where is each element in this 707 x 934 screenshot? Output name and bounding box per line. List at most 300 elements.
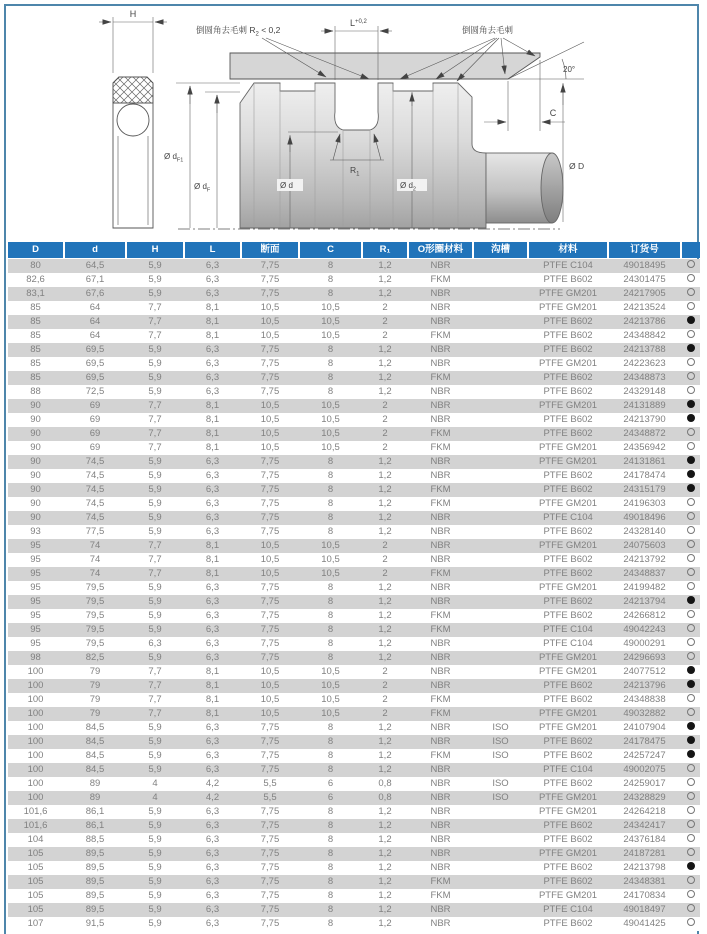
table-cell: 24348837 — [623, 568, 666, 579]
table-row — [8, 595, 700, 609]
table-cell: 105 — [27, 904, 44, 915]
table-cell: 5,9 — [148, 904, 162, 915]
table-cell: 7,7 — [148, 400, 162, 411]
table-cell: 49018495 — [623, 260, 666, 271]
table-cell: 104 — [27, 834, 44, 845]
table-cell: 95 — [30, 624, 41, 635]
table-cell: 69,5 — [85, 358, 105, 369]
table-cell: 105 — [27, 890, 44, 901]
table-cell: 8 — [327, 386, 334, 397]
table-cell — [474, 483, 527, 497]
table-body — [8, 259, 700, 931]
table-cell: 85 — [30, 344, 41, 355]
table-cell: 10,5 — [321, 680, 340, 691]
availability-cell — [682, 777, 700, 791]
table-cell: 24315179 — [623, 484, 666, 495]
table-cell: 8 — [327, 834, 334, 845]
availability-cell — [682, 469, 700, 483]
svg-text:倒圆角去毛刺: 倒圆角去毛刺 — [462, 25, 514, 35]
dimension-D — [563, 83, 584, 222]
table-cell: 6,3 — [205, 736, 220, 747]
table-row — [8, 511, 700, 525]
table-cell: 10,5 — [321, 302, 340, 313]
table-cell: 49041425 — [623, 918, 666, 929]
svg-text:L+0,2: $L^{+0,2}$ — [350, 18, 367, 28]
table-cell: 10,5 — [260, 400, 280, 411]
open-dot-icon — [687, 274, 695, 282]
table-cell: 84,5 — [85, 736, 105, 747]
table-cell: 79 — [89, 666, 101, 677]
table-cell — [474, 833, 527, 847]
table-cell: 24107904 — [623, 722, 666, 733]
availability-cell — [682, 763, 700, 777]
table-cell — [474, 441, 527, 455]
table-cell: 5,9 — [148, 358, 162, 369]
table-cell: PTFE B602 — [543, 778, 593, 789]
table-cell: 85 — [30, 358, 41, 369]
table-cell: 100 — [27, 694, 44, 705]
table-cell — [474, 287, 527, 301]
table-cell — [474, 525, 527, 539]
table-cell: 1,2 — [378, 736, 392, 747]
table-cell: 7,7 — [148, 554, 162, 565]
table-cell: PTFE GM201 — [538, 792, 598, 803]
column-header: d — [65, 242, 125, 258]
table-cell: 5,9 — [148, 750, 162, 761]
table-cell: 1,2 — [378, 876, 392, 887]
table-cell: PTFE B602 — [543, 470, 593, 481]
table-cell: 6,3 — [205, 624, 220, 635]
open-dot-icon — [687, 302, 695, 310]
table-cell: 100 — [27, 722, 44, 733]
table-cell: 89,5 — [85, 848, 105, 859]
table-cell — [474, 595, 527, 609]
table-cell: 105 — [27, 876, 44, 887]
availability-cell — [682, 273, 700, 287]
table-cell: 24296693 — [623, 652, 666, 663]
table-cell: 2 — [382, 428, 388, 439]
table-cell: 7,7 — [148, 568, 162, 579]
filled-dot-icon — [687, 414, 695, 422]
table-cell: 24213798 — [623, 862, 666, 873]
table-row — [8, 861, 700, 875]
table-row — [8, 413, 700, 427]
table-cell: 93 — [30, 526, 41, 537]
table-cell: NBR — [430, 904, 451, 915]
table-cell: 7,7 — [148, 540, 162, 551]
table-cell: NBR — [430, 820, 451, 831]
table-cell: 7,75 — [260, 624, 280, 635]
table-cell: NBR — [430, 666, 451, 677]
table-cell: 1,2 — [378, 358, 392, 369]
table-cell: FKM — [430, 498, 451, 509]
table-cell: 24199482 — [623, 582, 666, 593]
table-cell: 24264218 — [623, 806, 666, 817]
table-cell: 5,9 — [148, 372, 162, 383]
table-cell — [474, 399, 527, 413]
table-cell: 5,9 — [148, 610, 162, 621]
filled-dot-icon — [687, 736, 695, 744]
table-cell: 6,3 — [205, 876, 220, 887]
table-cell: 7,75 — [260, 274, 280, 285]
table-row — [8, 805, 700, 819]
table-cell — [474, 707, 527, 721]
table-row — [8, 329, 700, 343]
open-dot-icon — [687, 652, 695, 660]
seal-installation-diagram — [0, 0, 707, 240]
table-cell: 1,2 — [378, 596, 392, 607]
table-cell: 5,9 — [148, 386, 162, 397]
availability-cell — [682, 735, 700, 749]
table-cell: NBR — [430, 722, 451, 733]
table-cell: 5,9 — [148, 862, 162, 873]
table-cell: 7,75 — [260, 848, 280, 859]
table-row — [8, 455, 700, 469]
table-cell: 6,3 — [205, 890, 220, 901]
table-row — [8, 427, 700, 441]
table-cell: 8,1 — [205, 680, 220, 691]
open-dot-icon — [687, 330, 695, 338]
table-cell: 89 — [89, 792, 101, 803]
filled-dot-icon — [687, 862, 695, 870]
table-row — [8, 273, 700, 287]
table-cell: 10,5 — [321, 568, 340, 579]
table-cell — [474, 763, 527, 777]
table-cell: 49018497 — [623, 904, 666, 915]
table-row — [8, 693, 700, 707]
table-cell: 74 — [89, 568, 101, 579]
svg-text:倒圆角去毛刺 R2 < 0,2: 倒圆角去毛刺 $R_2 < 0,2$ — [196, 25, 281, 38]
table-cell: 2 — [382, 414, 388, 425]
table-cell: PTFE C104 — [543, 512, 593, 523]
table-cell: PTFE GM201 — [538, 302, 598, 313]
table-cell: 8,1 — [205, 428, 220, 439]
table-cell: 74,5 — [85, 512, 105, 523]
table-cell — [474, 455, 527, 469]
table-cell: NBR — [430, 778, 451, 789]
table-cell: 100 — [27, 764, 44, 775]
table-cell: 86,1 — [85, 820, 105, 831]
table-cell: FKM — [430, 484, 451, 495]
table-row — [8, 371, 700, 385]
table-cell — [474, 819, 527, 833]
table-row — [8, 749, 700, 763]
table-cell: 1,2 — [378, 498, 392, 509]
table-cell: 6,3 — [205, 582, 220, 593]
table-cell: PTFE GM201 — [538, 666, 598, 677]
table-cell: 7,7 — [148, 680, 162, 691]
table-cell: 24196303 — [623, 498, 666, 509]
table-cell: PTFE B602 — [543, 694, 593, 705]
table-cell: NBR — [430, 540, 451, 551]
open-dot-icon — [687, 568, 695, 576]
table-cell: PTFE GM201 — [538, 848, 598, 859]
table-cell: 8 — [327, 526, 334, 537]
availability-cell — [682, 329, 700, 343]
table-cell: ISO — [492, 736, 509, 747]
table-cell: 79,5 — [85, 610, 105, 621]
table-cell: 100 — [27, 666, 44, 677]
table-cell: 2 — [382, 442, 388, 453]
table-cell: 7,75 — [260, 498, 280, 509]
table-cell: 5,9 — [148, 498, 162, 509]
table-cell: 10,5 — [321, 554, 340, 565]
open-dot-icon — [687, 778, 695, 786]
table-cell: ISO — [492, 778, 509, 789]
table-cell: 24356942 — [623, 442, 666, 453]
table-cell: 24223623 — [623, 358, 666, 369]
table-cell: 6,3 — [205, 750, 220, 761]
table-cell: 69,5 — [85, 344, 105, 355]
filled-dot-icon — [687, 400, 695, 408]
table-cell: 5,9 — [148, 484, 162, 495]
table-cell: 5,9 — [148, 274, 162, 285]
table-cell: NBR — [430, 344, 451, 355]
table-cell: 7,75 — [260, 470, 280, 481]
table-cell: 2 — [382, 568, 388, 579]
table-row — [8, 441, 700, 455]
table-row — [8, 553, 700, 567]
column-header: 沟槽 — [474, 242, 527, 258]
table-cell: PTFE B602 — [543, 750, 593, 761]
availability-cell — [682, 595, 700, 609]
table-cell: 95 — [30, 596, 41, 607]
table-cell: 64,5 — [85, 260, 105, 271]
table-row — [8, 833, 700, 847]
table-cell — [474, 567, 527, 581]
ptfe-ring-hatch — [113, 77, 153, 103]
table-cell: 107 — [27, 918, 44, 929]
table-cell: 1,2 — [378, 652, 392, 663]
table-cell: 8 — [327, 862, 334, 873]
table-cell: PTFE B602 — [543, 330, 593, 341]
table-cell: 85 — [30, 316, 41, 327]
table-cell: 7,7 — [148, 428, 162, 439]
table-cell: PTFE GM201 — [538, 806, 598, 817]
table-cell: 1,2 — [378, 526, 392, 537]
open-dot-icon — [687, 442, 695, 450]
table-cell: 1,2 — [378, 512, 392, 523]
table-cell: 95 — [30, 554, 41, 565]
table-cell: FKM — [430, 372, 451, 383]
table-cell — [474, 497, 527, 511]
table-cell: 24213796 — [623, 680, 666, 691]
table-cell: 7,75 — [260, 834, 280, 845]
availability-cell — [682, 693, 700, 707]
table-cell: 64 — [89, 302, 101, 313]
table-cell: 24213790 — [623, 414, 666, 425]
table-cell — [474, 693, 527, 707]
table-cell: 2 — [382, 694, 388, 705]
table-cell: 6,3 — [205, 498, 220, 509]
table-cell: 8 — [327, 610, 334, 621]
table-cell: 5,9 — [148, 470, 162, 481]
availability-cell — [682, 847, 700, 861]
open-dot-icon — [687, 288, 695, 296]
table-row — [8, 581, 700, 595]
table-cell: 5,9 — [148, 624, 162, 635]
table-cell: 10,5 — [260, 442, 280, 453]
table-cell: 5,9 — [148, 876, 162, 887]
open-dot-icon — [687, 694, 695, 702]
open-dot-icon — [687, 890, 695, 898]
filled-dot-icon — [687, 470, 695, 478]
table-cell: 24376184 — [623, 834, 666, 845]
table-cell — [474, 679, 527, 693]
table-cell: 85 — [30, 330, 41, 341]
open-dot-icon — [687, 792, 695, 800]
filled-dot-icon — [687, 750, 695, 758]
table-cell: 8 — [327, 358, 334, 369]
table-cell: 8,1 — [205, 400, 220, 411]
column-header: 断面 — [242, 242, 298, 258]
table-row — [8, 791, 700, 805]
table-row — [8, 889, 700, 903]
open-dot-icon — [687, 918, 695, 926]
table-cell: 8 — [327, 344, 334, 355]
open-dot-icon — [687, 624, 695, 632]
table-cell: 10,5 — [321, 428, 340, 439]
table-cell: FKM — [430, 624, 451, 635]
dimension-H — [99, 9, 167, 73]
table-cell: 7,75 — [260, 344, 280, 355]
table-cell: 7,75 — [260, 386, 280, 397]
table-cell: FKM — [430, 274, 451, 285]
table-cell: NBR — [430, 638, 451, 649]
availability-cell — [682, 497, 700, 511]
availability-cell — [682, 875, 700, 889]
table-cell — [474, 875, 527, 889]
svg-text:C: C — [549, 108, 557, 118]
table-cell: 10,5 — [260, 694, 280, 705]
table-cell: 79 — [89, 680, 101, 691]
table-cell: 7,75 — [260, 876, 280, 887]
table-row — [8, 651, 700, 665]
availability-cell — [682, 623, 700, 637]
availability-cell — [682, 315, 700, 329]
availability-cell — [682, 567, 700, 581]
table-cell: 4,2 — [205, 792, 220, 803]
availability-cell — [682, 791, 700, 805]
table-cell — [474, 357, 527, 371]
table-cell: PTFE B602 — [543, 526, 593, 537]
table-cell — [474, 861, 527, 875]
open-dot-icon — [687, 848, 695, 856]
table-cell: 24178474 — [623, 470, 666, 481]
table-cell: NBR — [430, 470, 451, 481]
table-cell — [474, 609, 527, 623]
column-header: R₁ — [363, 242, 407, 258]
table-cell: 1,2 — [378, 890, 392, 901]
table-cell: PTFE B602 — [543, 554, 593, 565]
filled-dot-icon — [687, 456, 695, 464]
table-row — [8, 847, 700, 861]
table-cell: 100 — [27, 778, 44, 789]
table-cell: 7,75 — [260, 862, 280, 873]
table-cell: 8,1 — [205, 302, 220, 313]
table-cell: 7,75 — [260, 526, 280, 537]
table-cell: 24213524 — [623, 302, 666, 313]
table-row — [8, 903, 700, 917]
table-cell: 7,7 — [148, 330, 162, 341]
table-cell: NBR — [430, 302, 451, 313]
table-cell: 6,3 — [205, 820, 220, 831]
table-cell: 5,9 — [148, 456, 162, 467]
table-cell: 1,2 — [378, 274, 392, 285]
table-cell: 8 — [327, 876, 334, 887]
table-cell: 8 — [327, 484, 334, 495]
table-cell: 5,9 — [148, 260, 162, 271]
open-dot-icon — [687, 708, 695, 716]
table-cell: PTFE B602 — [543, 680, 593, 691]
table-cell: 7,7 — [148, 694, 162, 705]
table-cell: 1,2 — [378, 260, 392, 271]
availability-cell — [682, 861, 700, 875]
shaft-profile — [240, 83, 563, 228]
table-cell — [474, 259, 527, 273]
availability-cell — [682, 385, 700, 399]
table-cell: 1,2 — [378, 918, 392, 929]
table-cell: PTFE B602 — [543, 274, 593, 285]
svg-text:Ø d2: Ø $d_2$ — [400, 181, 416, 193]
table-cell: 8 — [327, 736, 334, 747]
table-cell: 7,75 — [260, 456, 280, 467]
table-cell: PTFE GM201 — [538, 442, 598, 453]
svg-text:Ø D: Ø D — [569, 161, 585, 171]
table-cell: FKM — [430, 568, 451, 579]
table-cell: 24348381 — [623, 876, 666, 887]
table-cell: 7,75 — [260, 484, 280, 495]
open-dot-icon — [687, 610, 695, 618]
table-cell: 8 — [327, 750, 334, 761]
table-cell: PTFE B602 — [543, 820, 593, 831]
table-cell: 82,5 — [85, 652, 105, 663]
table-cell: 5,9 — [148, 918, 162, 929]
availability-cell — [682, 819, 700, 833]
table-cell: NBR — [430, 848, 451, 859]
table-cell: 1,2 — [378, 834, 392, 845]
table-cell: 89,5 — [85, 904, 105, 915]
table-cell: 1,2 — [378, 862, 392, 873]
table-cell: 105 — [27, 862, 44, 873]
table-cell: NBR — [430, 526, 451, 537]
column-header: L — [185, 242, 240, 258]
table-cell: 90 — [30, 498, 41, 509]
table-cell — [474, 637, 527, 651]
open-dot-icon — [687, 358, 695, 366]
table-cell: PTFE C104 — [543, 638, 593, 649]
table-cell: NBR — [430, 582, 451, 593]
table-cell — [474, 539, 527, 553]
table-cell: PTFE GM201 — [538, 456, 598, 467]
table-cell: PTFE B602 — [543, 484, 593, 495]
table-cell: 7,75 — [260, 918, 280, 929]
table-cell: 10,5 — [260, 302, 280, 313]
table-cell: 89,5 — [85, 862, 105, 873]
table-cell: 7,75 — [260, 820, 280, 831]
table-cell: 1,2 — [378, 806, 392, 817]
table-cell: 8 — [327, 512, 334, 523]
table-row — [8, 679, 700, 693]
table-cell: 77,5 — [85, 526, 105, 537]
table-cell: 24348838 — [623, 694, 666, 705]
svg-text:Ø dF1: Ø $d_{F1}$ — [164, 152, 184, 164]
table-cell: 89,5 — [85, 876, 105, 887]
table-cell: 5,9 — [148, 890, 162, 901]
table-cell: PTFE B602 — [543, 596, 593, 607]
table-cell: PTFE B602 — [543, 428, 593, 439]
column-header: D — [8, 242, 63, 258]
